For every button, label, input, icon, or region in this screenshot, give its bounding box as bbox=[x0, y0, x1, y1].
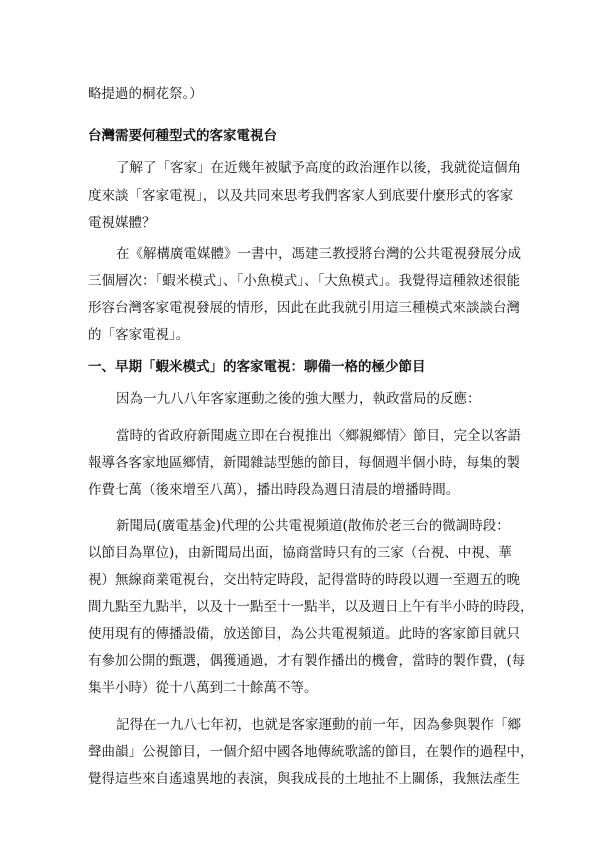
paragraph-line: 視）無線商業電視台，交出特定時段，記得當時的時段以週一至週五的晚 bbox=[88, 572, 520, 588]
paragraph-line: 作費七萬（後來增至八萬），播出時段為週日清晨的增播時間。 bbox=[88, 482, 460, 498]
paragraph-line: 因為一九八八年客家運動之後的強大壓力，執政當局的反應： bbox=[116, 391, 481, 407]
paragraph-line: 有參加公開的甄選，偶獲通過，才有製作播出的機會，當時的製作費，(每 bbox=[88, 653, 526, 669]
paragraph-line: 三個層次：「蝦米模式」、「小魚模式」、「大魚模式」。我覺得這種敘述很能 bbox=[88, 273, 520, 289]
paragraph-line: 當時的省政府新聞處立即在台視推出〈鄉親鄉情〉節目，完全以客語 bbox=[116, 428, 521, 444]
paragraph-line: 電視媒體？ bbox=[88, 215, 156, 231]
paragraph-line: 的「客家電視」。 bbox=[88, 327, 190, 343]
paragraph-line: 度來談「客家電視」，以及共同來思考我們客家人到底要什麼形式的客家 bbox=[88, 188, 514, 204]
paragraph-line: 形容台灣客家電視發展的情形，因此在此我就引用這三種模式來談談台灣 bbox=[88, 300, 520, 316]
section-heading-shrimp-model: 一、早期「蝦米模式」的客家電視：聊備一格的極少節目 bbox=[88, 359, 426, 375]
section-heading-hakka-tv-type: 台灣需要何種型式的客家電視台 bbox=[88, 128, 277, 144]
paragraph-line: 使用現有的傳播設備，放送節目，為公共電視頻道。此時的客家節目就只 bbox=[88, 626, 520, 642]
paragraph-line: 間九點至九點半，以及十一點至十一點半，以及週日上午有半小時的時段， bbox=[88, 599, 534, 615]
paragraph-line: 覺得這些來自遙遠異地的表演，與我成長的土地扯不上關係，我無法產生 bbox=[88, 771, 520, 787]
paragraph-line: 報導各客家地區鄉情，新聞雜誌型態的節目，每個週半個小時，每集的製 bbox=[88, 455, 520, 471]
paragraph-line: 新聞局(廣電基金)代理的公共電視頻道(散佈於老三台的微調時段： bbox=[116, 518, 510, 534]
paragraph-line: 了解了「客家」在近幾年被賦予高度的政治運作以後，我就從這個角 bbox=[116, 160, 521, 176]
paragraph-line: 以節目為單位)，由新聞局出面，協商當時只有的三家（台視、中視、華 bbox=[88, 545, 512, 561]
paragraph-line: 記得在一九八七年初，也就是客家運動的前一年，因為參與製作「鄉 bbox=[116, 717, 521, 733]
paragraph-line: 集半小時）從十八萬到二十餘萬不等。 bbox=[88, 680, 318, 696]
paragraph-line: 聲曲韻」公視節目，一個介紹中國各地傳統歌謠的節目，在製作的過程中， bbox=[88, 744, 534, 760]
paragraph-line: 在《解構廣電媒體》一書中，馮建三教授將台灣的公共電視發展分成 bbox=[116, 246, 521, 262]
text-line-continuation: 略提過的桐花祭。） bbox=[88, 86, 203, 102]
